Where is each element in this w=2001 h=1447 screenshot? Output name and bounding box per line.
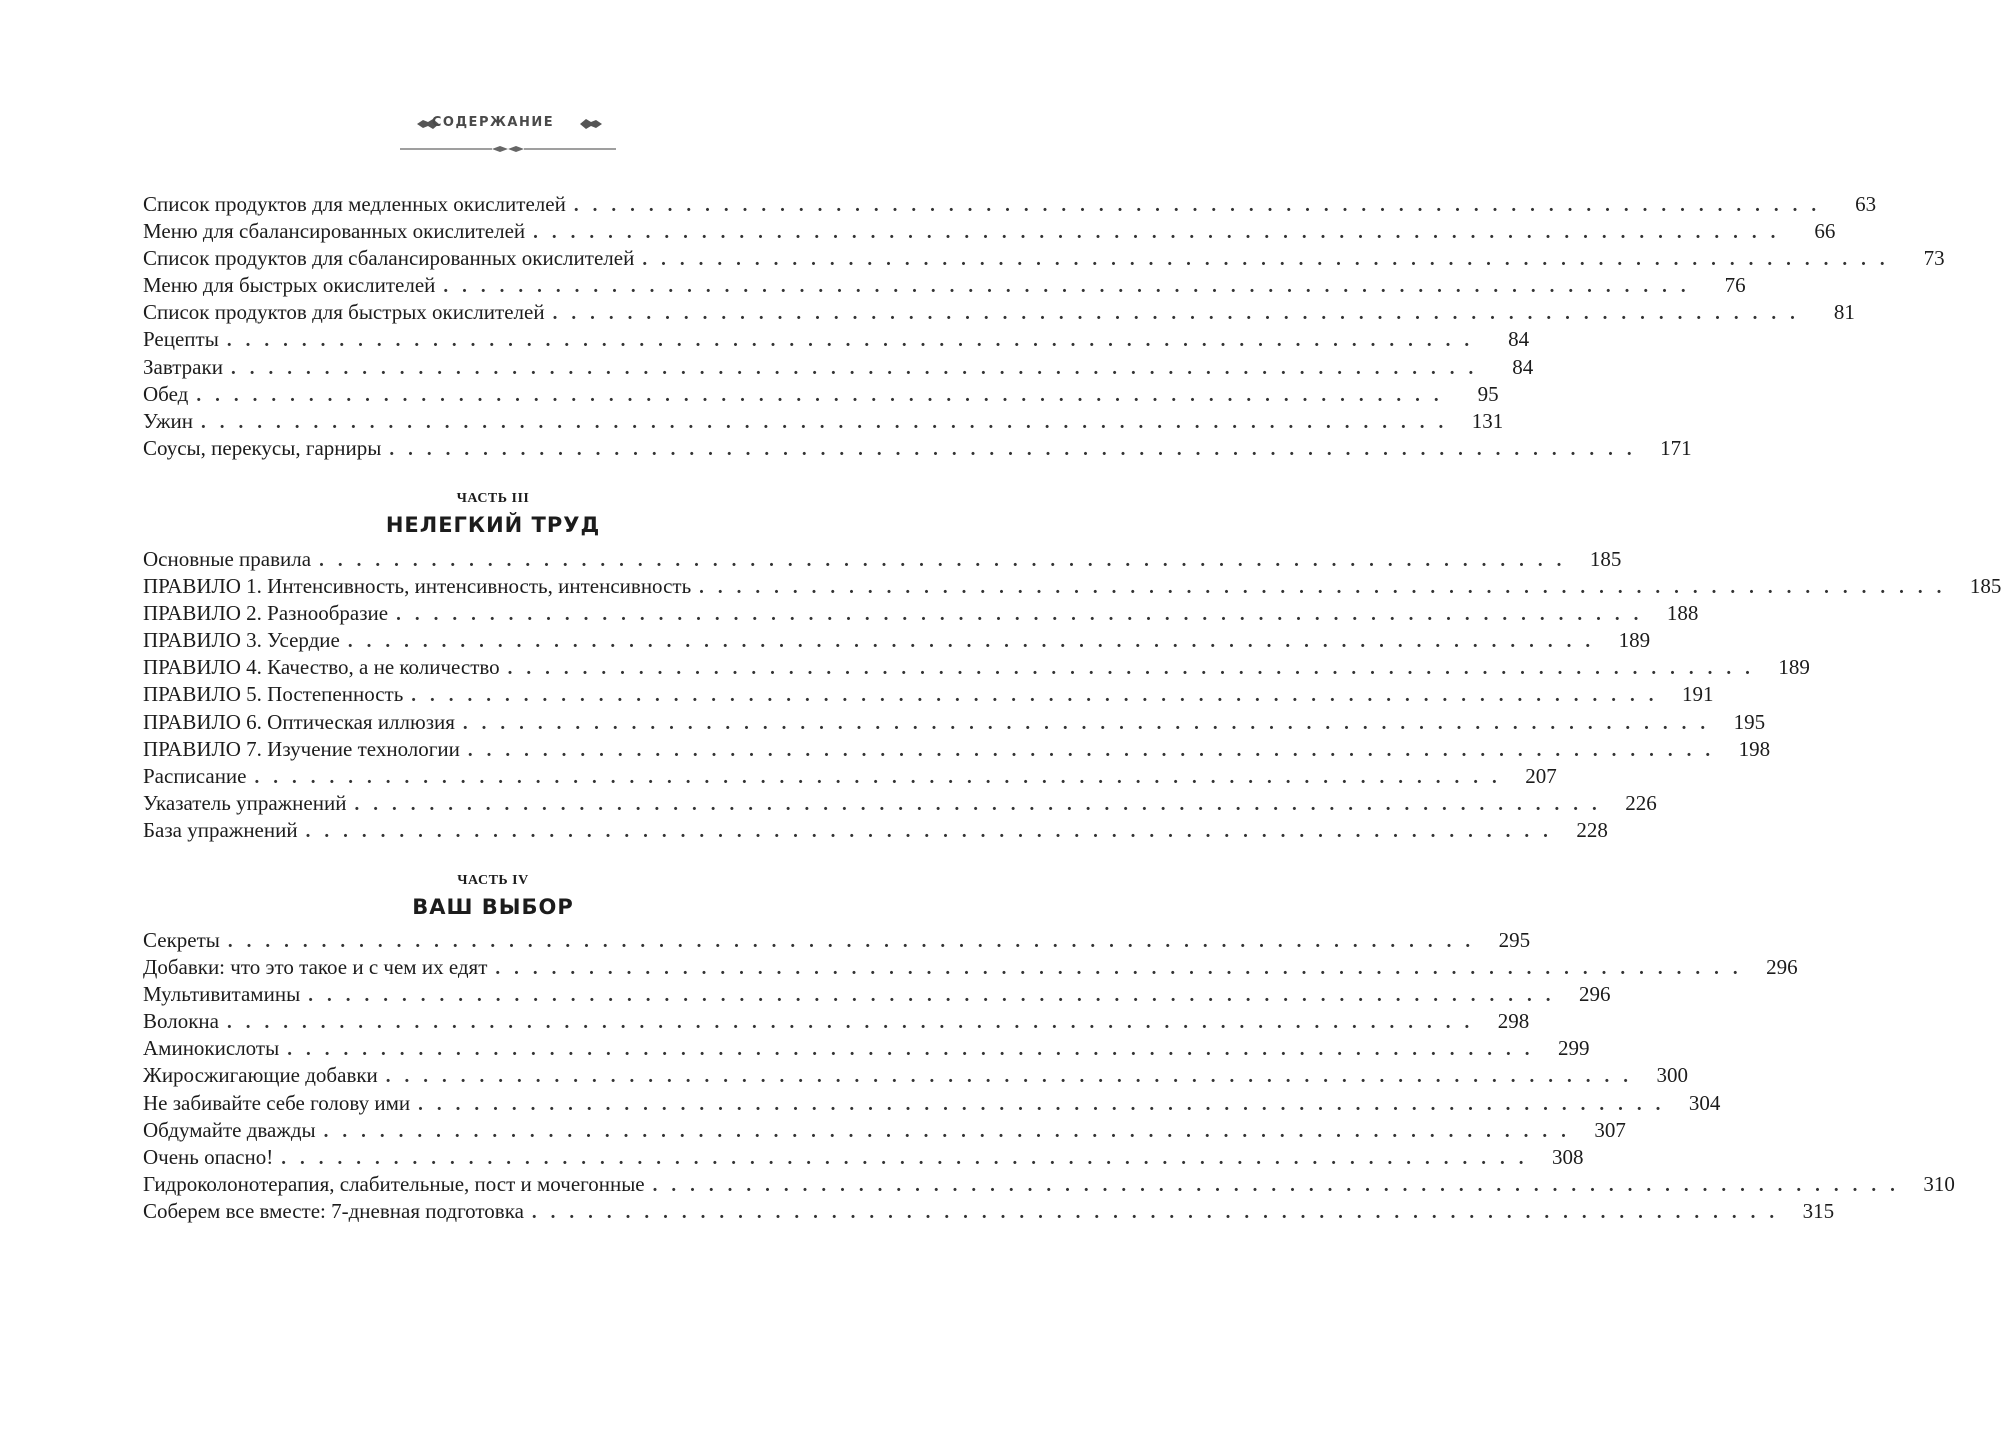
page-number: 171 (1660, 435, 1692, 460)
toc-entry[interactable] (143, 736, 1771, 763)
page-number: 295 (1498, 928, 1531, 952)
page-number: 84 (1508, 327, 1530, 352)
page-number: 95 (1477, 381, 1499, 406)
entry-title: Ужин (143, 408, 194, 433)
leader-dots: ................................................................... (226, 330, 1484, 352)
leader-dots: ................................................................... (642, 249, 1899, 271)
leader-dots: ................................................................... (201, 411, 1458, 433)
page-number: 310 (1923, 1171, 1955, 1196)
page-number: 315 (1802, 1198, 1835, 1223)
leader-dots: ................................................................... (385, 1066, 1643, 1088)
leader-dots: ................................................................... (462, 712, 1720, 734)
leader-dots: ................................................................... (699, 577, 1956, 599)
leader-dots: ................................................................... (389, 438, 1646, 460)
leader-dots: ................................................................... (507, 658, 1764, 680)
entry-title: Аминокислоты (143, 1036, 280, 1061)
page-number: 207 (1525, 763, 1557, 788)
leader-dots: ................................................................... (196, 384, 1453, 406)
part-3-title: НЕЛЕГКИЙ ТРУД (385, 513, 601, 537)
page-number: 81 (1833, 300, 1855, 325)
leader-dots: ................................................................... (354, 793, 1611, 815)
leader-dots: ................................................................... (411, 685, 1668, 707)
entry-title: Завтраки (143, 354, 223, 379)
toc-entry[interactable] (143, 790, 1657, 817)
entry-title: ПРАВИЛО 2. Разнообразие (143, 601, 389, 626)
leader-dots: ................................................................... (652, 1174, 1909, 1196)
page-number: 76 (1724, 273, 1746, 298)
leader-dots: ................................................................... (418, 1093, 1675, 1115)
leader-dots: ................................................................... (531, 1201, 1789, 1223)
toc-entry[interactable] (143, 354, 1534, 381)
page-number: 185 (1969, 574, 2001, 599)
entry-title: Волокна (143, 1009, 219, 1034)
entry-title: Мультивитамины (143, 982, 301, 1007)
page-header (0, 112, 986, 152)
ornament-right-icon (579, 118, 603, 130)
toc-entry[interactable] (143, 245, 1945, 272)
toc-entry[interactable] (143, 573, 2001, 600)
entry-title: ПРАВИЛО 1. Интенсивность, интенсивность, интенсивность (143, 574, 692, 599)
page-number: 298 (1497, 1009, 1530, 1034)
entry-title: Соусы, перекусы, гарниры (143, 435, 382, 460)
toc-entry[interactable] (143, 326, 1530, 353)
page-number: 198 (1738, 736, 1771, 761)
toc-entry[interactable] (143, 1035, 1590, 1062)
entry-title: ПРАВИЛО 4. Качество, а не количество (143, 655, 500, 680)
toc-entry[interactable] (143, 1062, 1689, 1089)
page-number: 300 (1656, 1063, 1689, 1088)
entry-title: Меню для быстрых окислителей (143, 273, 436, 298)
part-4-label: ЧАСТЬ IV (457, 873, 529, 888)
page-number: 228 (1576, 817, 1608, 842)
entry-title: База упражнений (143, 817, 298, 842)
page-number: 308 (1551, 1144, 1584, 1169)
leader-dots: ................................................................... (308, 985, 1565, 1007)
entry-title: Очень опасно! (143, 1144, 274, 1169)
toc-section-3 (143, 927, 1955, 1225)
page-number: 304 (1688, 1090, 1721, 1115)
entry-title: ПРАВИЛО 5. Постепенность (143, 682, 404, 707)
entry-title: Жиросжигающие добавки (143, 1063, 378, 1088)
leader-dots: ................................................................... (323, 1120, 1580, 1142)
page-number: 131 (1471, 408, 1504, 433)
toc-entry[interactable] (143, 299, 1855, 326)
part-4-title: ВАШ ВЫБОР (412, 895, 574, 919)
leader-dots: ................................................................... (227, 931, 1485, 952)
page-number: 66 (1814, 219, 1836, 244)
entry-title: Указатель упражнений (143, 790, 347, 815)
toc-entry[interactable] (143, 1008, 1530, 1035)
leader-dots: ................................................................... (495, 958, 1752, 980)
leader-dots: ................................................................... (281, 1147, 1538, 1169)
leader-dots: ................................................................... (319, 550, 1576, 571)
toc-section-1 (143, 191, 1945, 462)
leader-dots: ................................................................... (305, 820, 1562, 842)
leader-dots: ................................................................... (533, 222, 1790, 244)
leader-dots: ................................................................... (230, 357, 1488, 379)
toc-entry[interactable] (143, 927, 1531, 954)
entry-title: Список продуктов для сбалансированных окислителей (143, 246, 635, 271)
entry-title: Рецепты (143, 327, 219, 352)
page-number: 189 (1778, 655, 1810, 680)
toc-entry[interactable] (143, 381, 1499, 408)
part-3-label: ЧАСТЬ III (456, 491, 530, 506)
toc-entry[interactable] (143, 1198, 1835, 1225)
entry-title: Основные правила (143, 547, 312, 571)
toc-entry[interactable] (143, 408, 1504, 435)
entry-title: Список продуктов для быстрых окислителей (143, 300, 545, 325)
page-number: 84 (1512, 354, 1534, 379)
toc-entry[interactable] (143, 600, 1699, 627)
entry-title: Обед (143, 381, 189, 406)
page-number: 189 (1618, 628, 1651, 653)
page-number: 299 (1557, 1036, 1590, 1061)
page-number: 191 (1682, 682, 1714, 707)
entry-title: Добавки: что это такое и с чем их едят (143, 955, 488, 980)
entry-title: ПРАВИЛО 6. Оптическая иллюзия (143, 709, 455, 734)
page-number: 195 (1733, 709, 1766, 734)
entry-title: Список продуктов для медленных окислителей (143, 192, 566, 216)
entry-title: Секреты (143, 928, 220, 952)
page-number: 296 (1766, 955, 1798, 980)
page-number: 226 (1625, 790, 1657, 815)
page-number: 73 (1923, 246, 1945, 271)
toc-entry[interactable] (143, 954, 1798, 981)
toc-entry[interactable] (143, 218, 1836, 245)
toc-entry[interactable] (143, 546, 1622, 573)
toc-entry[interactable] (143, 1117, 1626, 1144)
entry-title: Не забивайте себе голову ими (143, 1090, 411, 1115)
toc-entry[interactable] (143, 1171, 1955, 1198)
page-number: 63 (1855, 192, 1877, 216)
entry-title: Расписание (143, 763, 247, 788)
leader-dots: ................................................................... (396, 604, 1653, 626)
toc-entry[interactable] (143, 654, 1810, 681)
page-number: 188 (1666, 601, 1699, 626)
leader-dots: ................................................................... (573, 195, 1831, 216)
entry-title: ПРАВИЛО 7. Изучение технологии (143, 736, 460, 761)
leader-dots: ................................................................... (254, 766, 1511, 788)
page-number: 296 (1578, 982, 1611, 1007)
toc-section-2 (143, 546, 2001, 844)
header-rule-ornament (400, 145, 616, 153)
toc-entry[interactable] (143, 681, 1714, 708)
entry-title: Обдумайте дважды (143, 1117, 316, 1142)
toc-entry[interactable] (143, 435, 1692, 462)
leader-dots: ................................................................... (467, 739, 1725, 761)
toc-entry[interactable] (143, 1144, 1584, 1171)
leader-dots: ................................................................... (287, 1039, 1544, 1061)
entry-title: Соберем все вместе: 7-дневная подготовка (143, 1198, 524, 1223)
entry-title: Гидроколонотерапия, слабительные, пост и мочегонные (143, 1171, 645, 1196)
leader-dots: ................................................................... (443, 276, 1700, 298)
page-number: 307 (1594, 1117, 1626, 1142)
toc-entry[interactable] (143, 981, 1611, 1008)
toc-entry[interactable] (143, 817, 1608, 844)
leader-dots: ................................................................... (226, 1012, 1484, 1034)
toc-entry[interactable] (143, 627, 1651, 654)
entry-title: ПРАВИЛО 3. Усердие (143, 628, 340, 653)
toc-entry[interactable] (143, 1090, 1721, 1117)
toc-entry[interactable] (143, 191, 1877, 218)
page-header-title: СОДЕРЖАНИЕ (431, 115, 555, 130)
toc-entry[interactable] (143, 709, 1766, 736)
toc-entry[interactable] (143, 763, 1557, 790)
entry-title: Меню для сбалансированных окислителей (143, 219, 526, 244)
leader-dots: ................................................................... (552, 303, 1809, 325)
leader-dots: ................................................................... (347, 631, 1605, 653)
toc-entry[interactable] (143, 272, 1746, 299)
page-number: 185 (1589, 547, 1622, 571)
